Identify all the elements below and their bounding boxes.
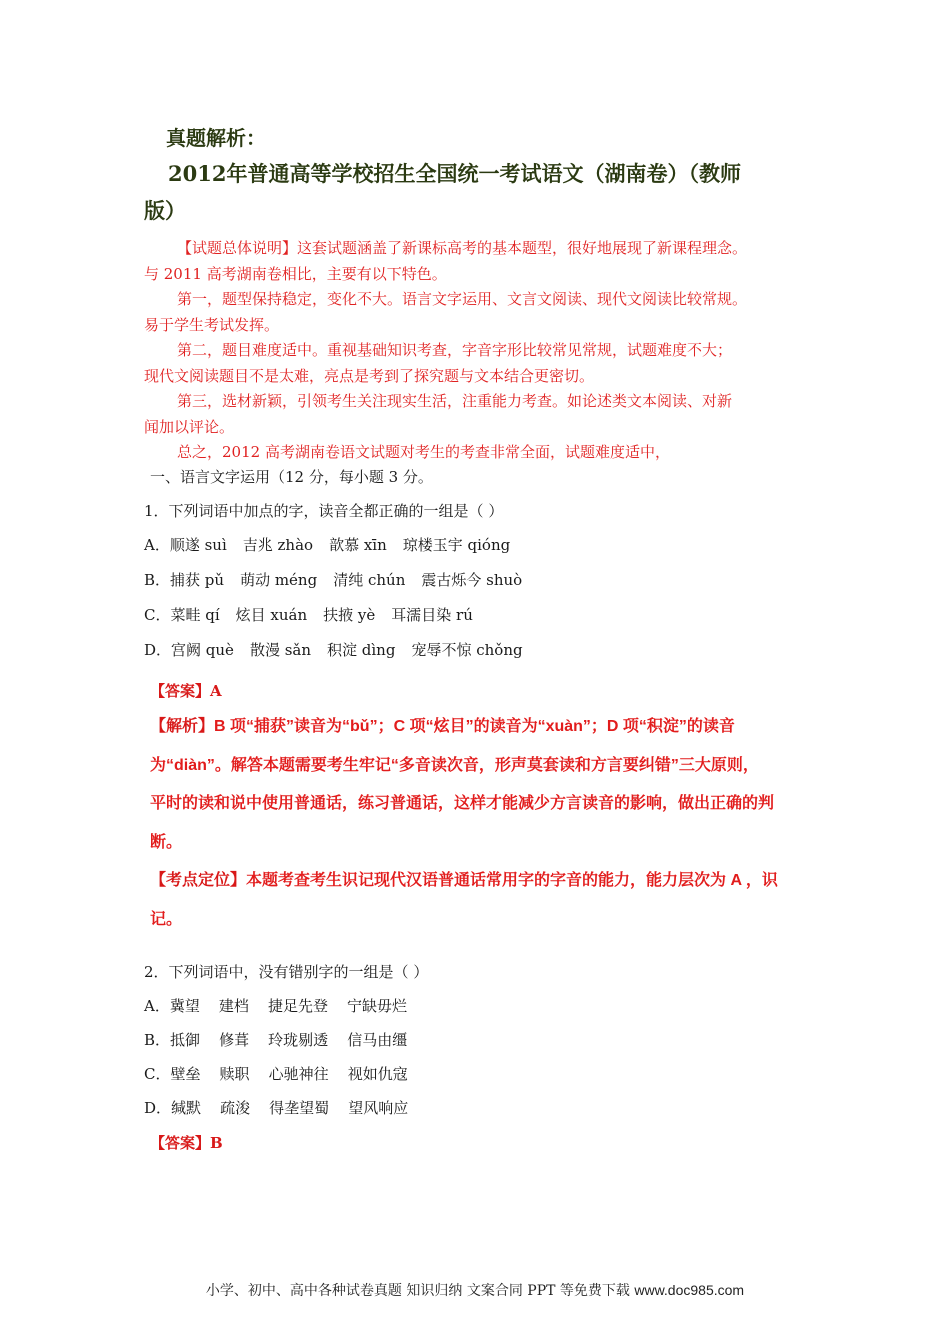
q1-option-a: A．顺遂 suì 吉兆 zhào 歆慕 xīn 琼楼玉宇 qióng [144,536,511,554]
q1-analysis [150,708,818,939]
intro-section [144,236,834,466]
intro-p2-cont: 易于学生考试发挥。 [144,315,280,334]
section-heading: 一、语言文字运用（12 分，每小题 3 分。 [150,468,433,486]
q1-answer: 【答案】A [150,682,222,700]
page-title: 2012年普通高等学校招生全国统一考试语文（湖南卷）（教师 [168,161,741,186]
q1-analysis-line3: 平时的读和说中使用普通话，练习普通话，这样才能减少方言读音的影响，做出正确的判 [150,795,775,812]
q1-analysis-line1: 【解析】B 项“捕获”读音为“bǔ”；C 项“炫目”的读音为“xuàn”；D 项“积淀”的读音 [150,718,735,735]
q1-kaodian-line1: 【考点定位】本题考查考生识记现代汉语普通话常用字的字音的能力，能力层次为 A ，识 [150,872,778,889]
intro-p3: 第二，题目难度适中。重视基础知识考查，字音字形比较常见常规，试题难度不大； [177,341,733,359]
intro-p2: 第一，题型保持稳定，变化不大。语言文字运用、文言文阅读、现代文阅读比较常规。 [177,290,748,308]
page-footer [0,1280,950,1300]
q2-option-b: B．抵御 修葺 玲珑剔透 信马由缰 [144,1031,408,1049]
q1-analysis-line4: 断。 [150,833,183,851]
q1-option-c: C．菜畦 qí 炫目 xuán 扶掖 yè 耳濡目染 rú [144,606,473,624]
intro-p1: 【试题总体说明】这套试题涵盖了新课标高考的基本题型，很好地展现了新课程理念。 [177,239,748,257]
q2-stem: 2．下列词语中，没有错别字的一组是（ ） [144,963,429,981]
intro-p4: 第三，选材新颖，引领考生关注现实生活，注重能力考查。如论述类文本阅读、对新 [177,392,733,410]
intro-p4-cont: 闻加以评论。 [144,417,235,436]
intro-bracket-label: 【试题总体说明】 [177,239,298,257]
intro-p5: 总之，2012 高考湖南卷语文试题对考生的考查非常全面，试题难度适中， [177,443,670,461]
q2-option-a: A．冀望 建档 捷足先登 宁缺毋烂 [144,997,408,1015]
q1-stem: 1．下列词语中加点的字，读音全都正确的一组是（ ） [144,502,504,520]
q2-answer: 【答案】B [150,1134,223,1152]
page-title-cont: 版） [144,198,186,223]
q1-option-d: D．宫阙 què 散漫 sǎn 积淀 dìng 宠辱不惊 chǒng [144,641,523,659]
q1-option-b: B．捕获 pǔ 萌动 méng 清纯 chún 震古烁今 shuò [144,571,523,589]
q1-kaodian-line2: 记。 [150,910,183,928]
footer-url[interactable]: www.doc985.com [634,1282,745,1298]
intro-p1-cont: 与 2011 高考湖南卷相比，主要有以下特色。 [144,264,447,283]
q2-option-c: C．壁垒 赎职 心驰神往 视如仇寇 [144,1065,408,1083]
q1-analysis-line2: 为“diàn”。解答本题需要考生牢记“多音读次音，形声莫套读和方言要纠错”三大原则， [150,756,759,774]
q2-option-d: D．缄默 疏浚 得垄望蜀 望风响应 [144,1099,409,1117]
intro-p3-cont: 现代文阅读题目不是太难，亮点是考到了探究题与文本结合更密切。 [144,366,595,385]
footer-text: 小学、初中、高中各种试卷真题 知识归纳 文案合同 PPT 等免费下载 [205,1283,630,1299]
header-label: 真题解析： [166,126,266,150]
